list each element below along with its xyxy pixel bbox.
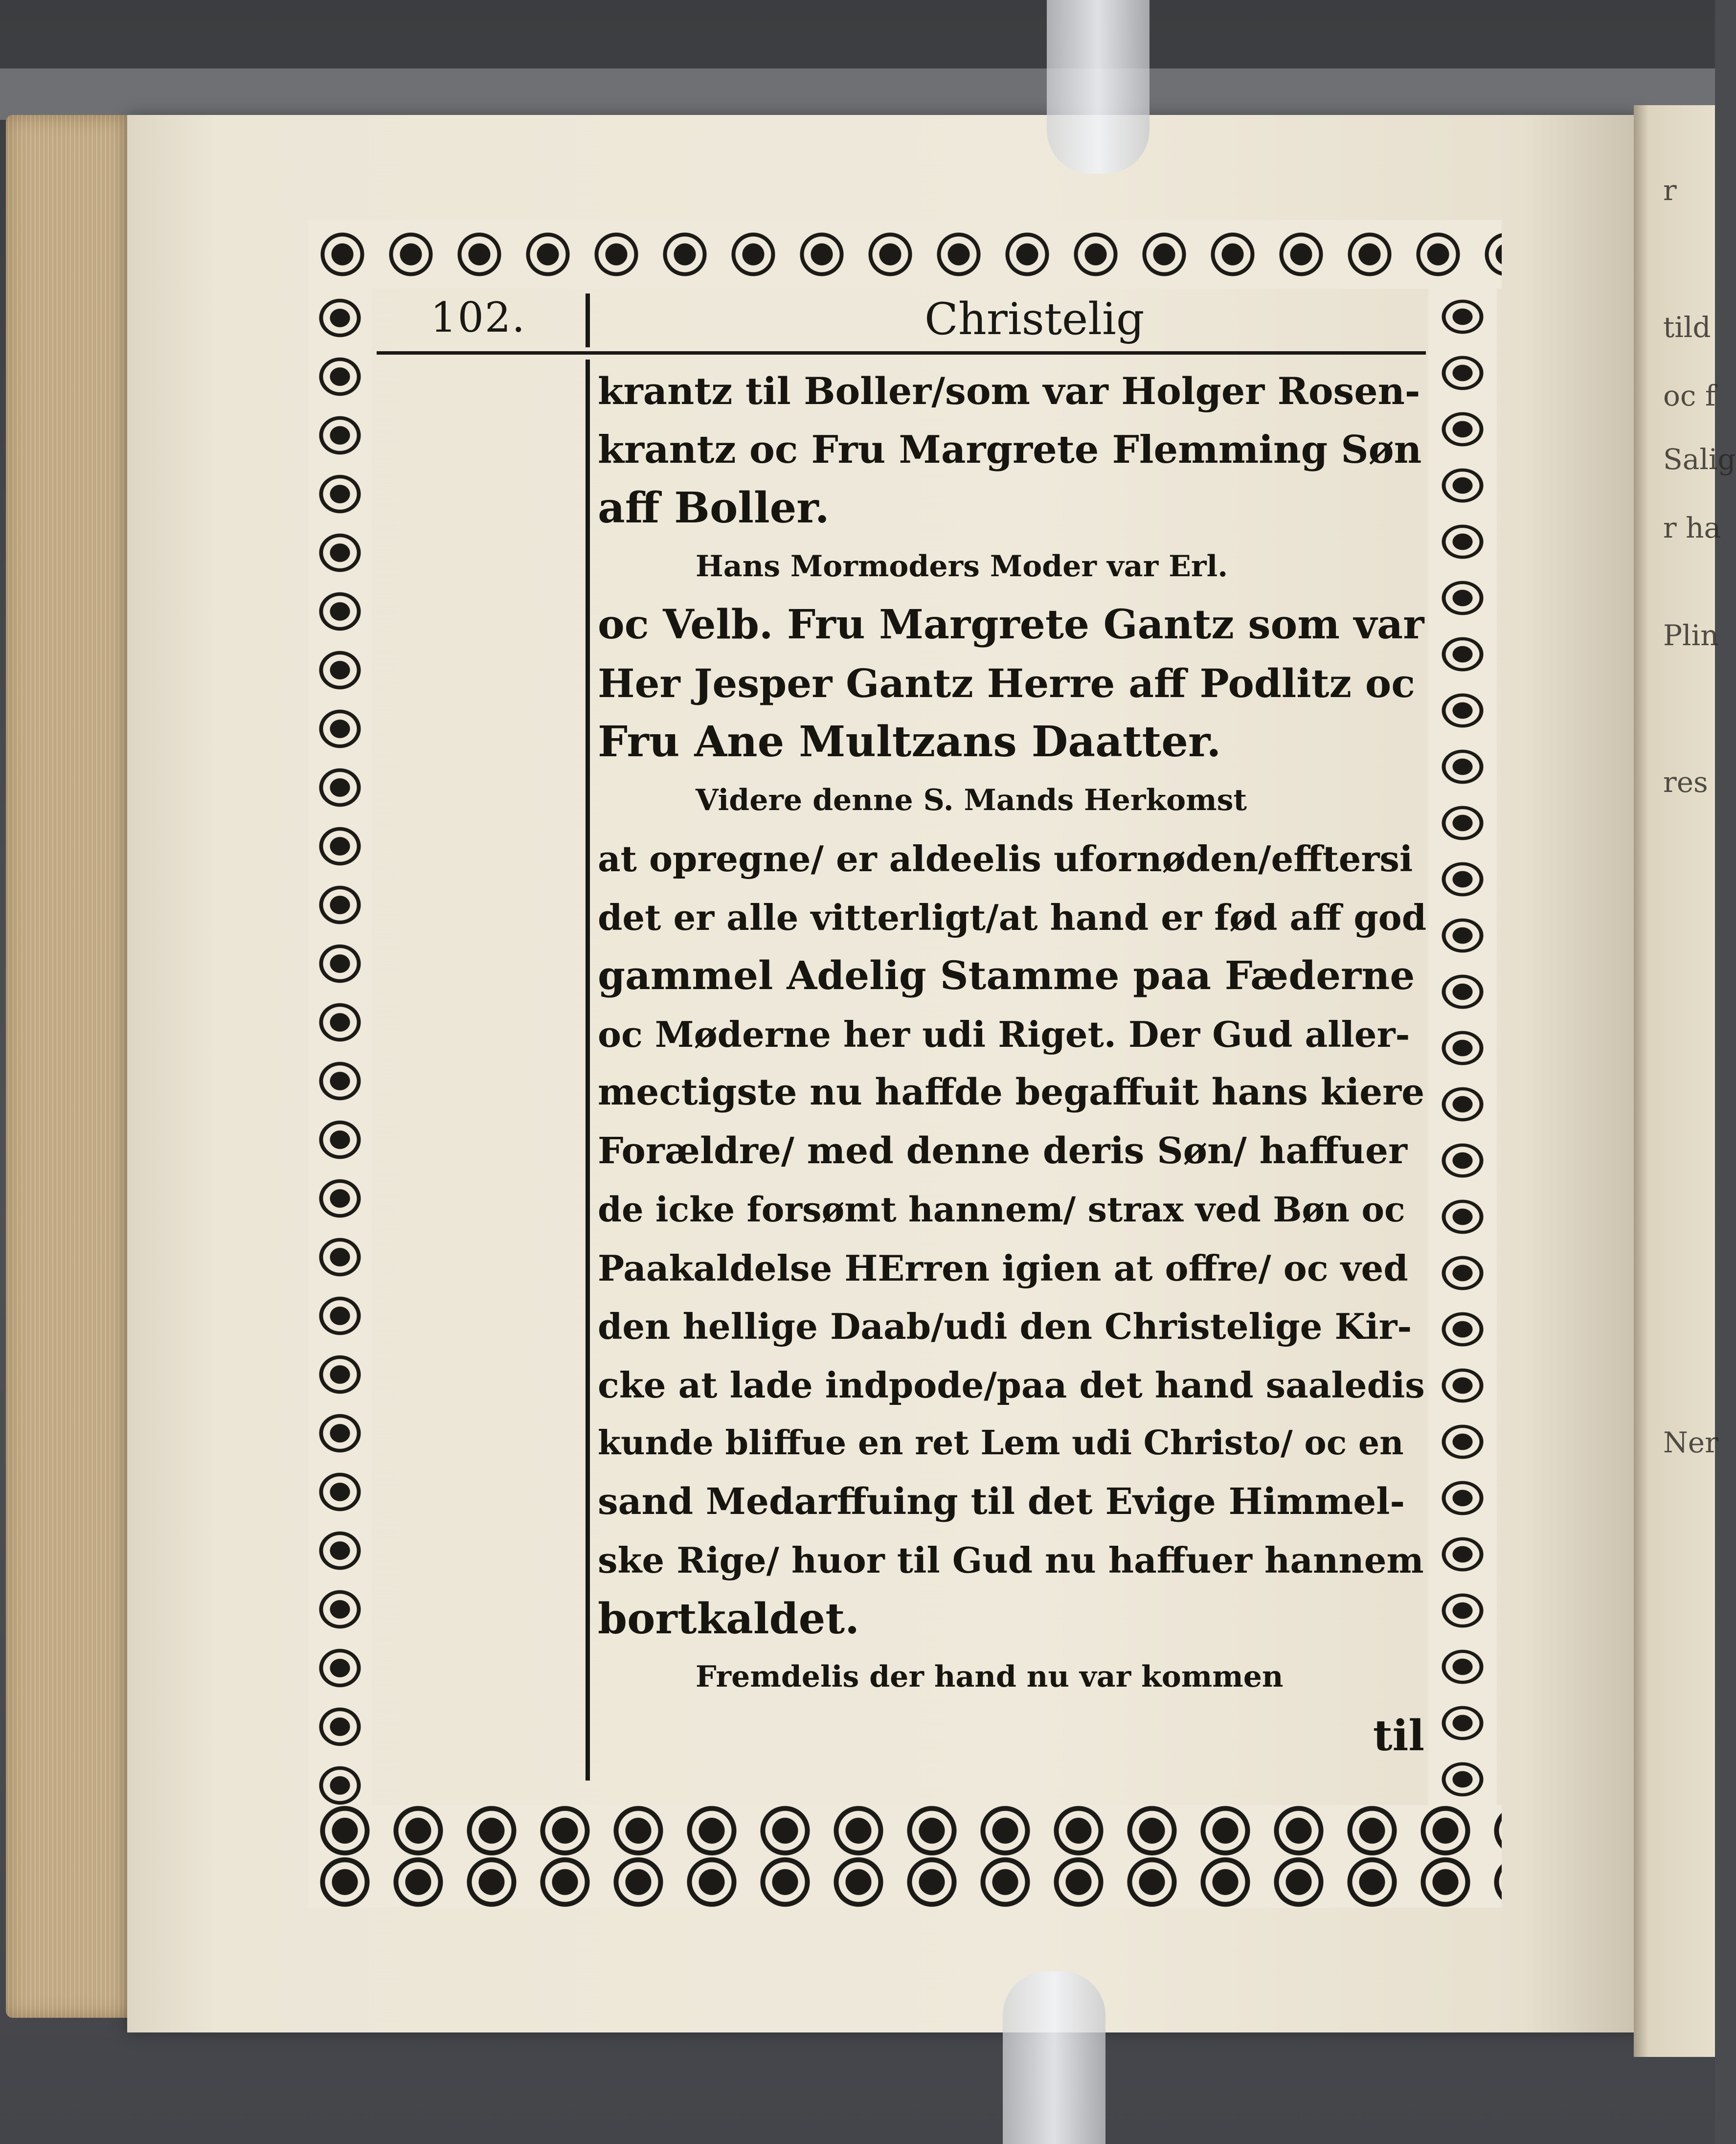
text-line: Videre denne S. Mands Herkomst — [696, 783, 1247, 817]
text-line: oc Velb. Fru Margrete Gantz som var — [598, 601, 1424, 648]
header-rule — [377, 351, 1426, 355]
facing-page-fragment: r ha — [1663, 511, 1721, 544]
ornamental-border-right — [1428, 289, 1497, 1805]
scanner-plate — [0, 68, 1715, 120]
text-line: bortkaldet. — [598, 1594, 860, 1644]
text-line: sand Medarffuing til det Evige Himmel- — [598, 1480, 1405, 1523]
body-text — [598, 362, 1427, 1765]
facing-page-fragment: r — [1663, 174, 1677, 207]
facing-page-fragment: Salig — [1663, 443, 1736, 476]
text-line: at opregne/ er aldeelis ufornøden/efftersi — [598, 838, 1413, 880]
text-line: aff Boller. — [598, 483, 830, 533]
text-line: Fremdelis der hand nu var kommen — [696, 1660, 1284, 1694]
facing-page-fragment: tild — [1663, 311, 1711, 344]
facing-page-fragment: res — [1663, 766, 1708, 799]
text-line: den hellige Daab/udi den Christelige Kir- — [598, 1306, 1412, 1347]
text-line: Fru Ane Multzans Daatter. — [598, 717, 1221, 767]
facing-page-fragment: oc f — [1663, 379, 1716, 412]
margin-rule — [586, 360, 590, 1781]
page-number: 102. — [430, 293, 526, 341]
text-line: gammel Adelig Stamme paa Fæderne — [598, 952, 1415, 998]
text-line: Paakaldelse HErren igien at offre/ oc ved — [598, 1247, 1408, 1289]
text-line: oc Møderne her udi Riget. Der Gud aller- — [598, 1013, 1410, 1055]
ornamental-border-bottom — [308, 1805, 1502, 1908]
text-line: krantz til Boller/som var Holger Rosen- — [598, 369, 1420, 413]
running-title: Christelig — [924, 293, 1145, 345]
text-line: de icke forsømt hannem/ strax ved Bøn oc — [598, 1189, 1405, 1230]
ornamental-border-top — [308, 220, 1502, 289]
text-line: kunde bliffue en ret Lem udi Christo/ oc en — [598, 1423, 1404, 1463]
text-line: Her Jesper Gantz Herre aff Podlitz oc — [598, 660, 1415, 706]
header-divider — [586, 293, 590, 347]
catchword: til — [1373, 1711, 1424, 1760]
facing-page — [1634, 105, 1736, 2057]
facing-page-fragment: Plin — [1663, 619, 1719, 652]
page-edges — [6, 115, 138, 2018]
text-line: ske Rige/ huor til Gud nu haffuer hannem — [598, 1539, 1424, 1581]
text-line: cke at lade indpode/paa det hand saaledis — [598, 1364, 1425, 1406]
book-clamp-top — [1047, 0, 1150, 174]
text-line: Hans Mormoders Moder var Erl. — [696, 549, 1228, 584]
text-line: det er alle vitterligt/at hand er fød aff god — [598, 896, 1427, 938]
ornamental-border-left — [308, 289, 372, 1805]
text-line: Forældre/ med denne deris Søn/ haffuer — [598, 1129, 1407, 1172]
text-line: krantz oc Fru Margrete Flemming Søn — [598, 427, 1422, 472]
book-clamp-bottom — [1003, 1971, 1105, 2144]
facing-page-fragment: Ner — [1663, 1426, 1718, 1459]
text-line: mectigste nu haffde begaffuit hans kiere — [598, 1071, 1425, 1113]
